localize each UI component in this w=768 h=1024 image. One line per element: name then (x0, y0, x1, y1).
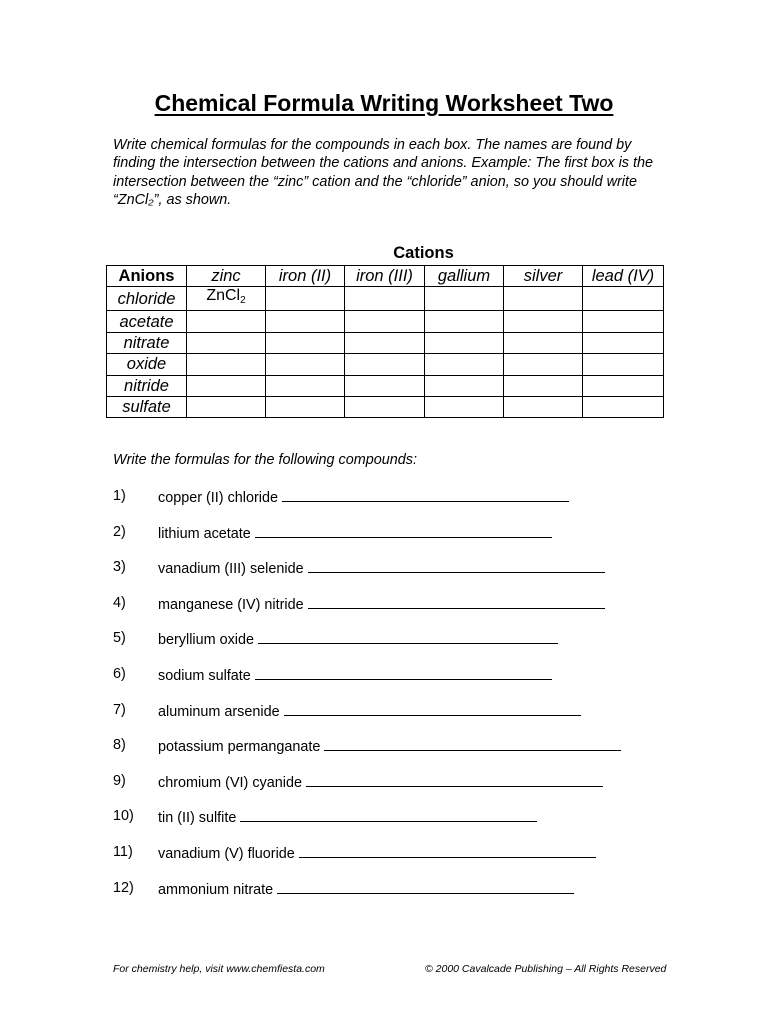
question-text: lithium acetate (158, 525, 251, 542)
answer-cell[interactable] (425, 332, 504, 353)
formula-grid (106, 265, 664, 418)
question-item (113, 843, 673, 879)
answer-cell[interactable] (425, 354, 504, 375)
answer-cell[interactable] (504, 396, 583, 417)
answer-blank[interactable] (255, 523, 552, 538)
answer-cell[interactable] (504, 332, 583, 353)
question-number: 1) (113, 488, 126, 504)
question-text: potassium permanganate (158, 739, 321, 756)
questions-instruction: Write the formulas for the following compounds: (113, 452, 417, 468)
answer-cell[interactable] (187, 396, 266, 417)
question-item (113, 523, 673, 559)
answer-cell[interactable] (504, 375, 583, 396)
question-item (113, 879, 673, 915)
answer-blank[interactable] (324, 736, 621, 751)
answer-cell[interactable] (187, 332, 266, 353)
question-number: 12) (113, 879, 134, 896)
question-item (113, 701, 673, 737)
question-item (113, 629, 673, 665)
grid-header-row (107, 266, 664, 287)
answer-blank[interactable] (240, 807, 537, 822)
answer-blank[interactable] (258, 629, 558, 644)
question-text: copper (II) chloride (158, 490, 278, 506)
example-formula: ZnCl (206, 287, 241, 305)
answer-cell[interactable] (266, 287, 345, 311)
anion-label: chloride (107, 287, 187, 311)
grid-row (107, 332, 664, 353)
grid-row (107, 375, 664, 396)
answer-cell[interactable] (187, 354, 266, 375)
answer-cell[interactable] (583, 354, 664, 375)
answer-cell[interactable] (345, 287, 425, 311)
question-text: vanadium (III) selenide (158, 561, 304, 578)
question-number: 2) (113, 523, 126, 540)
cation-header: iron (III) (345, 266, 425, 287)
grid-row (107, 396, 664, 417)
answer-cell[interactable] (504, 287, 583, 311)
anion-label: acetate (107, 311, 187, 332)
question-item (113, 558, 673, 594)
cation-header: gallium (425, 266, 504, 287)
anion-label: sulfate (107, 396, 187, 417)
example-answer-cell (187, 287, 266, 311)
question-text: manganese (IV) nitride (158, 596, 304, 613)
question-number: 10) (113, 808, 134, 825)
cation-header: zinc (187, 266, 266, 287)
answer-cell[interactable] (187, 375, 266, 396)
question-item (113, 487, 673, 523)
answer-cell[interactable] (583, 311, 664, 332)
question-text: aluminum arsenide (158, 703, 280, 720)
cation-header: iron (II) (266, 266, 345, 287)
question-number: 11) (113, 843, 133, 860)
answer-blank[interactable] (308, 558, 605, 573)
answer-cell[interactable] (345, 375, 425, 396)
question-text: sodium sulfate (158, 667, 251, 684)
question-list (113, 487, 673, 914)
answer-cell[interactable] (425, 375, 504, 396)
example-subscript: 2 (240, 295, 246, 307)
cation-header: lead (IV) (583, 266, 664, 287)
answer-cell[interactable] (266, 375, 345, 396)
grid-row (107, 354, 664, 375)
question-number: 4) (113, 594, 126, 611)
answer-cell[interactable] (425, 396, 504, 417)
grid-row (107, 287, 664, 311)
answer-cell[interactable] (266, 311, 345, 332)
answer-cell[interactable] (345, 396, 425, 417)
question-text: ammonium nitrate (158, 881, 274, 898)
answer-blank[interactable] (306, 772, 603, 787)
question-number: 5) (113, 630, 126, 647)
question-item (113, 807, 673, 843)
answer-cell[interactable] (345, 311, 425, 332)
answer-cell[interactable] (504, 311, 583, 332)
answer-blank[interactable] (308, 594, 605, 609)
anion-label: oxide (107, 354, 187, 375)
answer-cell[interactable] (583, 332, 664, 353)
question-number: 9) (113, 772, 126, 789)
answer-cell[interactable] (583, 287, 664, 311)
answer-blank[interactable] (284, 701, 581, 716)
question-text: vanadium (V) fluoride (158, 845, 295, 862)
answer-cell[interactable] (266, 332, 345, 353)
intro-paragraph: Write chemical formulas for the compounds in each box. The names are found by finding the intersection between the cations and anions. Example: The first box is the intersection between the “zinc” cation and the “chloride” anion, so you should write “ZnCl₂”, as shown. (113, 137, 653, 209)
answer-cell[interactable] (583, 375, 664, 396)
question-text: tin (II) sulfite (158, 810, 237, 827)
answer-cell[interactable] (187, 311, 266, 332)
answer-cell[interactable] (266, 354, 345, 375)
question-number: 8) (113, 737, 126, 754)
answer-cell[interactable] (345, 332, 425, 353)
anions-heading: Anions (107, 266, 187, 287)
answer-blank[interactable] (282, 487, 569, 502)
anion-label: nitrate (107, 332, 187, 353)
answer-cell[interactable] (425, 311, 504, 332)
grid-row (107, 311, 664, 332)
answer-cell[interactable] (266, 396, 345, 417)
footer-copyright: © 2000 Cavalcade Publishing – All Rights Reserved (425, 963, 667, 975)
question-item (113, 736, 673, 772)
question-item (113, 772, 673, 808)
footer-help-text: For chemistry help, visit www.chemfiesta.com (113, 963, 325, 975)
answer-cell[interactable] (345, 354, 425, 375)
question-item (113, 665, 673, 701)
answer-cell[interactable] (583, 396, 664, 417)
question-item (113, 594, 673, 630)
question-number: 6) (113, 665, 126, 682)
cation-header: silver (504, 266, 583, 287)
question-number: 7) (113, 701, 126, 718)
cations-heading: Cations (393, 244, 454, 262)
answer-cell[interactable] (504, 354, 583, 375)
question-number: 3) (113, 559, 126, 576)
answer-blank[interactable] (299, 843, 596, 858)
question-text: beryllium oxide (158, 632, 254, 649)
answer-blank[interactable] (277, 879, 574, 894)
question-text: chromium (VI) cyanide (158, 774, 302, 791)
answer-blank[interactable] (255, 665, 552, 680)
anion-label: nitride (107, 375, 187, 396)
page-title: Chemical Formula Writing Worksheet Two (154, 90, 614, 116)
answer-cell[interactable] (425, 287, 504, 311)
